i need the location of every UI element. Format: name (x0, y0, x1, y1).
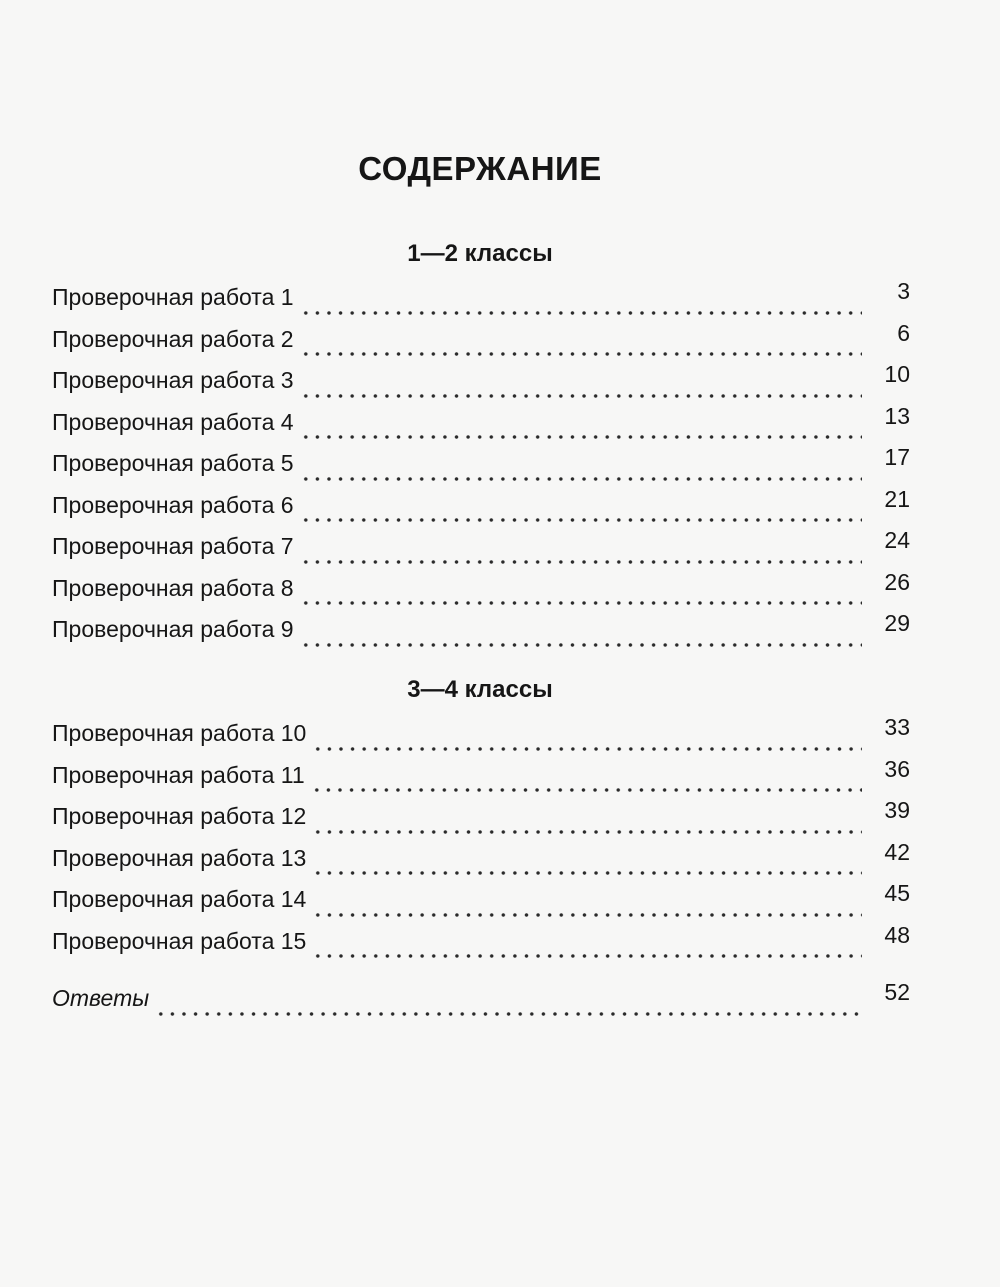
dot-leader (300, 351, 862, 357)
toc-entry-page: 21 (884, 485, 910, 512)
dot-leader (312, 912, 862, 918)
section-heading-1-2: 1—2 классы (407, 240, 553, 267)
toc-entry[interactable] (52, 610, 910, 658)
toc-entry-page: 39 (884, 797, 910, 823)
toc-entry-page: 42 (884, 838, 910, 865)
toc-entry-page: 6 (897, 319, 910, 346)
toc-entry-label: Проверочная работа 9 (52, 616, 294, 642)
toc-entry-page: 48 (884, 921, 910, 948)
toc-entry-label: Проверочная работа 3 (52, 367, 294, 393)
toc-entry-page: 24 (884, 527, 910, 553)
dot-leader (312, 746, 862, 752)
toc-entry-page: 13 (884, 402, 910, 429)
toc-entry[interactable] (52, 444, 910, 492)
dot-leader (300, 600, 862, 606)
toc-entry[interactable] (52, 755, 910, 804)
dot-leader (155, 1011, 862, 1017)
toc-entry[interactable] (52, 714, 910, 762)
toc-entry-page: 3 (897, 278, 910, 304)
dot-leader (312, 870, 862, 876)
toc-entry[interactable] (52, 485, 910, 534)
toc-entry[interactable] (52, 838, 910, 887)
toc-entry-label: Проверочная работа 5 (52, 450, 294, 476)
toc-entry-page: 17 (884, 444, 910, 470)
toc-entry-label: Проверочная работа 14 (52, 886, 307, 912)
toc-entry-label: Проверочная работа 13 (52, 844, 307, 871)
toc-entry[interactable] (52, 921, 910, 970)
toc-entry-label: Ответы (52, 985, 150, 1011)
toc-entry[interactable] (52, 797, 910, 845)
toc-entry-page: 52 (884, 979, 910, 1005)
toc-entry[interactable] (52, 278, 910, 326)
toc-entry-label: Проверочная работа 15 (52, 927, 307, 954)
dot-leader (300, 642, 862, 648)
toc-entry-page: 29 (884, 610, 910, 636)
dot-leader (300, 434, 862, 440)
toc-list-1-2 (52, 278, 910, 658)
toc-entry-label: Проверочная работа 4 (52, 408, 294, 435)
toc-entry-page: 26 (884, 568, 910, 595)
toc-entry-page: 45 (884, 880, 910, 906)
toc-entry-label: Проверочная работа 1 (52, 284, 294, 310)
section-heading-3-4: 3—4 классы (407, 676, 553, 703)
dot-leader (300, 559, 862, 565)
toc-entry[interactable] (52, 568, 910, 617)
toc-entry-page: 33 (884, 714, 910, 740)
toc-entry-page: 36 (884, 755, 910, 782)
toc-entry-page: 10 (884, 361, 910, 387)
toc-entry[interactable] (52, 319, 910, 368)
toc-entry-label: Проверочная работа 10 (52, 720, 307, 746)
toc-entry-label: Проверочная работа 2 (52, 325, 294, 352)
toc-entry-label: Проверочная работа 7 (52, 533, 294, 559)
dot-leader (300, 310, 862, 316)
toc-entry-label: Проверочная работа 8 (52, 574, 294, 601)
toc-entry-answers[interactable] (52, 979, 910, 1027)
dot-leader (311, 787, 862, 793)
toc-entry-label: Проверочная работа 12 (52, 803, 307, 829)
toc-entry[interactable] (52, 527, 910, 575)
page-title: СОДЕРЖАНИЕ (358, 150, 602, 187)
dot-leader (300, 476, 862, 482)
dot-leader (300, 393, 862, 399)
toc-entry-label: Проверочная работа 6 (52, 491, 294, 518)
toc-entry-label: Проверочная работа 11 (52, 761, 305, 788)
toc-entry[interactable] (52, 361, 910, 409)
toc-entry[interactable] (52, 402, 910, 451)
dot-leader (312, 829, 862, 835)
toc-entry[interactable] (52, 880, 910, 928)
toc-list-3-4 (52, 714, 910, 1027)
dot-leader (300, 517, 862, 523)
dot-leader (312, 953, 862, 959)
